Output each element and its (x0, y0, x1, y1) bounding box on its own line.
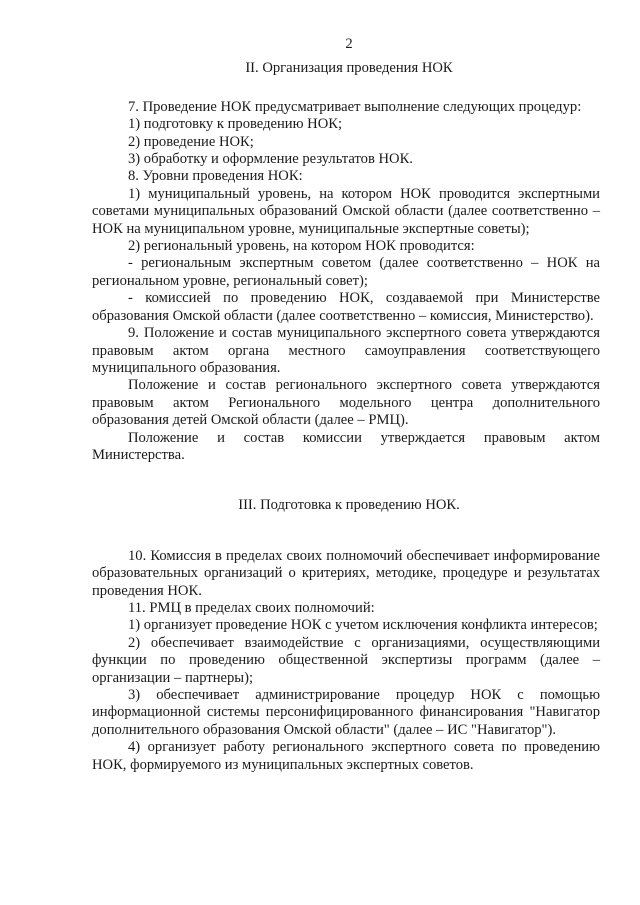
section-3-body (92, 548, 600, 774)
level-municipal: 1) муниципальный уровень, на котором НОК проводится экспертными советами муниципальных образований Омской области (далее соответственно – НОК на муниципальном уровне, муниципальные экспертные советы); (92, 185, 600, 237)
paragraph-11: 11. РМЦ в пределах своих полномочий: (128, 599, 375, 616)
rmc-duty-3: 3) обеспечивает администрирование процедур НОК с помощью информационной системы персонифицированного финансирования "Навигатор дополнительного образования Омской области" (далее – ИС "Навигатор"). (92, 687, 600, 738)
paragraph-7: 7. Проведение НОК предусматривает выполнение следующих процедур: (128, 98, 582, 115)
section-3-heading: III. Подготовка к проведению НОК. (238, 497, 460, 514)
regional-council-item: - региональным экспертным советом (далее соответственно – НОК на региональном уровне, региональный совет); (92, 255, 600, 289)
list-item-2: 2) проведение НОК; (128, 133, 254, 150)
commission-statute: Положение и состав комиссии утверждается правовым актом Министерства. (92, 429, 600, 463)
regional-council-statute: Положение и состав регионального экспертного совета утверждаются правовым актом Регионального модельного центра дополнительного образования детей Омской области (далее – РМЦ). (92, 377, 600, 429)
page-number: 2 (345, 36, 353, 52)
list-item-3: 3) обработку и оформление результатов НОК. (128, 151, 413, 168)
commission-item: - комиссией по проведению НОК, создаваемой при Министерстве образования Омской области (далее соответственно – комиссия, Министерство). (92, 290, 600, 324)
rmc-duty-1: 1) организует проведение НОК с учетом исключения конфликта интересов; (128, 617, 598, 634)
level-regional: 2) региональный уровень, на котором НОК проводится: (128, 238, 475, 255)
rmc-duty-4: 4) организует работу регионального экспертного совета по проведению НОК, формируемого из муниципальных экспертных советов. (92, 739, 600, 773)
list-item-1: 1) подготовку к проведению НОК; (128, 116, 343, 133)
paragraph-8: 8. Уровни проведения НОК: (128, 168, 303, 185)
rmc-duty-2: 2) обеспечивает взаимодействие с организациями, осуществляющими функции по проведению общественной экспертизы программ (далее – организации – партнеры); (92, 634, 600, 686)
paragraph-9: 9. Положение и состав муниципального экспертного совета утверждаются правовым актом органа местного самоуправления соответствующего муниципального образования. (92, 325, 600, 376)
section-2-heading: II. Организация проведения НОК (245, 60, 453, 77)
section-2-body (92, 99, 600, 465)
paragraph-10: 10. Комиссия в пределах своих полномочий обеспечивает информирование образовательных организаций о критериях, методике, процедуре и результатах проведения НОК. (92, 547, 600, 599)
